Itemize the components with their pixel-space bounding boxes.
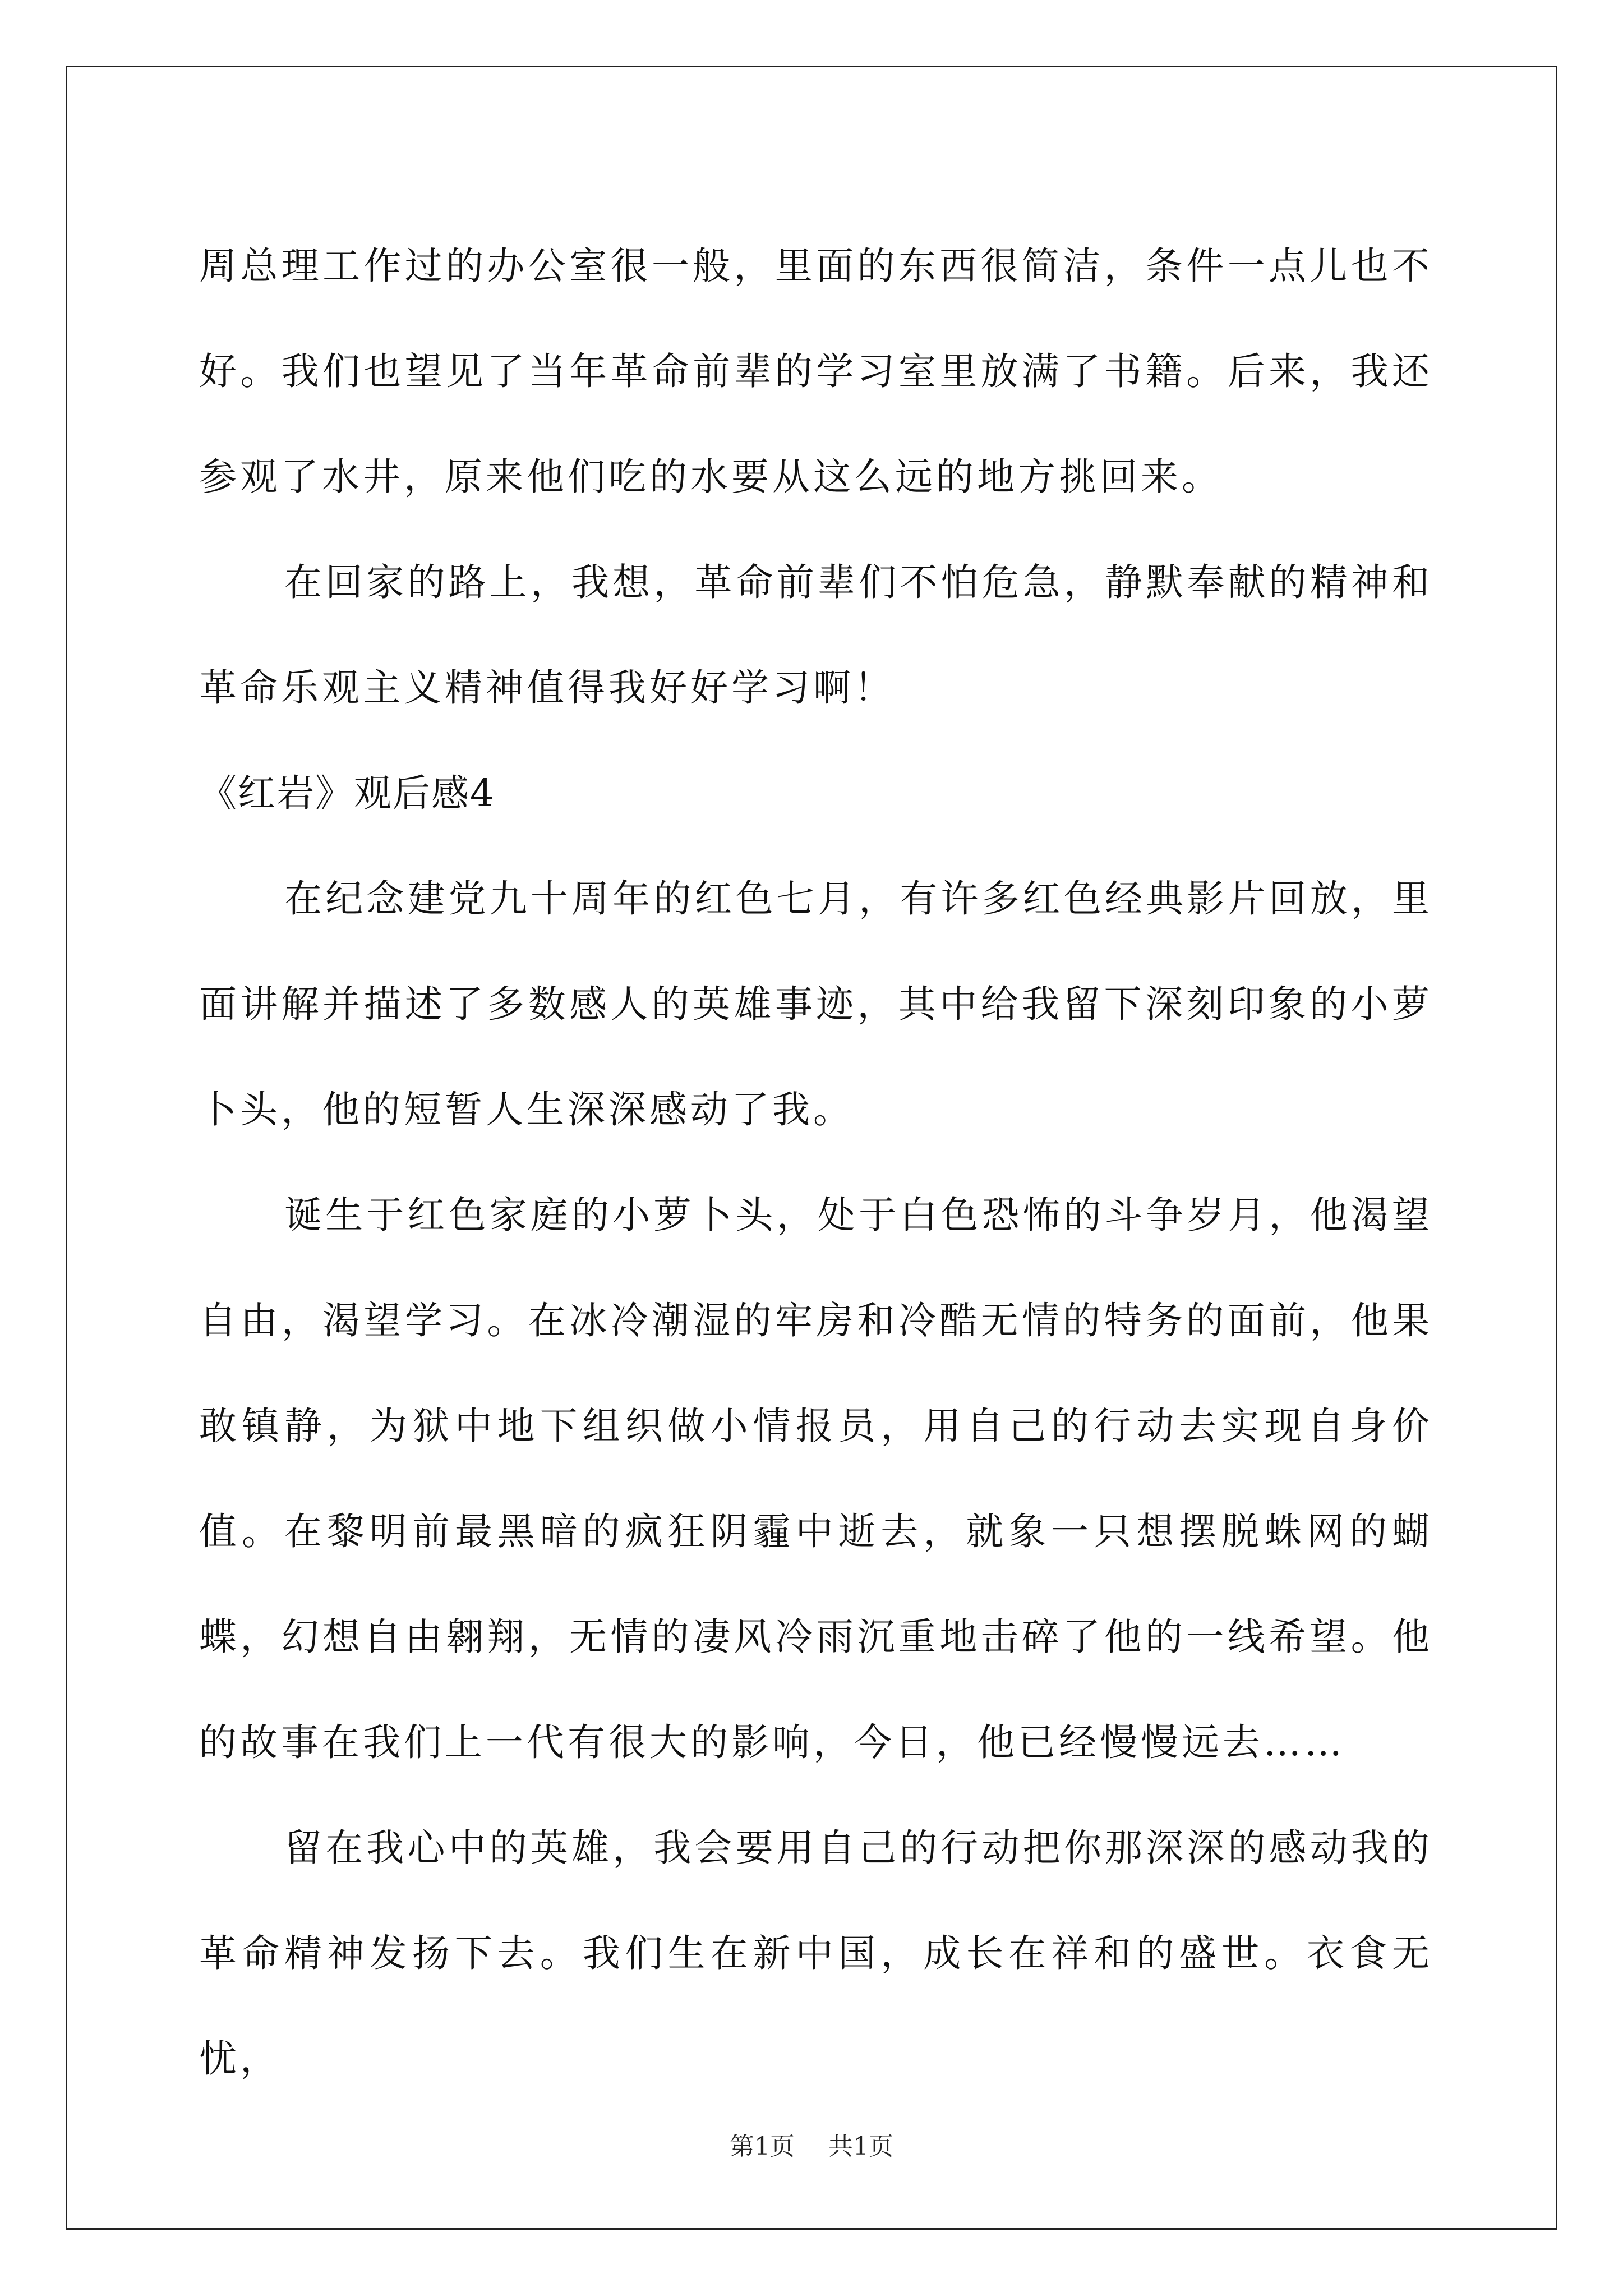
paragraph-2: 在回家的路上，我想，革命前辈们不怕危急，静默奉献的精神和革命乐观主义精神值得我好好学习啊！ [199, 560, 1433, 710]
section-paragraph-1: 在纪念建党九十周年的红色七月，有许多红色经典影片回放，里面讲解并描述了多数感人的英雄事迹，其中给我留下深刻印象的小萝卜头，他的短暂人生深深感动了我。 [199, 877, 1433, 1131]
document-body [199, 213, 1433, 2111]
section-paragraph-2: 诞生于红色家庭的小萝卜头，处于白色恐怖的斗争岁月，他渴望自由，渴望学习。在冰冷潮湿的牢房和冷酷无情的特务的面前，他果敢镇静，为狱中地下组织做小情报员，用自己的行动去实现自身价值。在黎明前最黑暗的疯狂阴霾中逝去，就象一只想摆脱蛛网的蝴蝶，幻想自由翱翔，无情的凄风冷雨沉重地击碎了他的一线希望。他的故事在我们上一代有很大的影响，今日，他已经慢慢远去…… [199, 1193, 1433, 1764]
section-paragraph-3: 留在我心中的英雄，我会要用自己的行动把你那深深的感动我的革命精神发扬下去。我们生在新中国，成长在祥和的盛世。衣食无忧， [199, 1826, 1433, 2081]
section-title: 《红岩》观后感4 [199, 771, 495, 815]
paragraph-1: 周总理工作过的办公室很一般，里面的东西很简洁，条件一点儿也不好。我们也望见了当年革命前辈的学习室里放满了书籍。后来，我还参观了水井，原来他们吃的水要从这么远的地方挑回来。 [199, 244, 1433, 499]
page-number: 第1页 [730, 2132, 795, 2161]
page-footer [0, 2126, 1623, 2162]
page-total: 共1页 [828, 2132, 893, 2161]
